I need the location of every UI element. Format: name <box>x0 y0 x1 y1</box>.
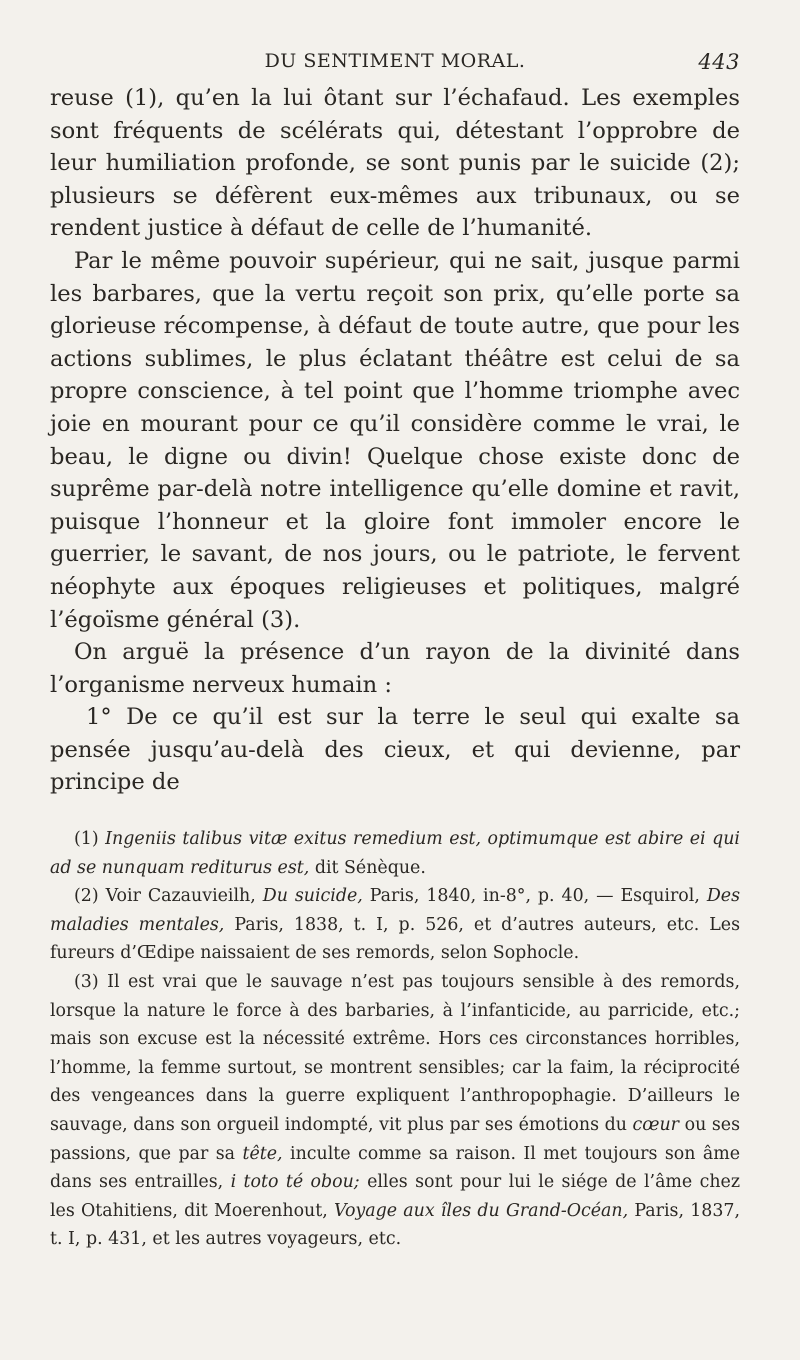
main-text <box>50 82 740 799</box>
running-title: DU SENTIMENT MORAL. <box>264 50 526 72</box>
footnote-1 <box>50 825 740 882</box>
footnote-3 <box>50 968 740 1254</box>
footnote-emphasis: tête, <box>242 1143 283 1164</box>
footnote-text: Paris, 1840, in-8°, p. 40, — Esquirol, <box>369 886 700 907</box>
body-paragraph-1: reuse (1), qu’en la lui ôtant sur l’échafaud. Les exemples sont fréquents de scélérats qui, détestant l’opprobre de leur humiliation profonde, se sont punis par le suicide (2); plusieurs se défèrent eux-mêmes aux tribunaux, ou se rendent justice à défaut de celle de l’humanité. <box>50 85 740 242</box>
footnote-book-title: Des maladies mentales, <box>50 886 740 935</box>
page-number: 443 <box>698 50 740 74</box>
footnote-text: ou ses passions, que par sa <box>50 1115 740 1164</box>
footnote-tahitian-phrase: i toto té obou; <box>230 1172 360 1193</box>
footnotes <box>50 825 740 1254</box>
footnote-text: inculte comme sa raison. Il met toujours son âme dans ses entrailles, <box>50 1143 741 1193</box>
footnote-marker: (1) <box>74 829 99 850</box>
running-head <box>50 46 740 82</box>
footnote-book-title: Voyage aux îles du Grand-Océan, <box>334 1200 629 1221</box>
footnote-marker: (2) <box>74 886 99 907</box>
footnote-text: elles sont pour lui le siége de l’âme chez les Otahitiens, dit Moerenhout, <box>50 1172 741 1221</box>
footnote-text: Paris, 1837, t. I, p. 431, et les autres voyageurs, etc. <box>50 1200 741 1250</box>
footnote-2 <box>50 882 740 968</box>
footnote-book-title: Du suicide, <box>262 886 363 907</box>
footnote-text: dit Sénèque. <box>314 857 426 878</box>
footnote-text: Il est vrai que le sauvage n’est pas toujours sensible à des remords, lorsque la nature le force à des barbaries, à l’infanticide, au parricide, etc.; mais son excuse est la nécessité extrême. Hors ces circonstances horribles, l’homme, la femme surtout, se montrent sensibles; car la faim, la réciprocité des vengeances dans la guerre expliquent l’anthropophagie. D’ailleurs le sauvage, dans son orgueil indompté, vit plus par ses émotions du <box>50 972 740 1135</box>
footnote-text: Voir Cazauvieilh, <box>105 886 256 907</box>
body-paragraph-4: 1° De ce qu’il est sur la terre le seul qui exalte sa pensée jusqu’au-delà des cieux, et qui devienne, par principe de <box>50 704 740 796</box>
body-paragraph-2: Par le même pouvoir supérieur, qui ne sait, jusque parmi les barbares, que la vertu reçoit son prix, qu’elle porte sa glorieuse récompense, à défaut de toute autre, que pour les actions sublimes, le plus éclatant théâtre est celui de sa propre conscience, à tel point que l’homme triomphe avec joie en mourant pour ce qu’il considère comme le vrai, le beau, le digne ou divin! Quelque chose existe donc de suprême par-delà notre intelligence qu’elle domine et ravit, puisque l’honneur et la gloire font immoler encore le guerrier, le savant, de nos jours, ou le patriote, le fervent néophyte aux époques religieuses et politiques, malgré l’égoïsme général (3). <box>50 247 740 633</box>
footnote-text: Paris, 1838, t. I, p. 526, et d’autres auteurs, etc. Les fureurs d’Œdipe naissaient de ses remords, selon Sophocle. <box>50 914 740 964</box>
footnote-emphasis: cœur <box>632 1115 679 1135</box>
footnote-marker: (3) <box>74 972 99 993</box>
footnote-latin-quote: Ingeniis talibus vitæ exitus remedium est, optimumque est abire ei qui ad se nunquam rediturus est, <box>50 829 740 878</box>
body-paragraph-3: On arguë la présence d’un rayon de la divinité dans l’organisme nerveux humain : <box>50 639 740 698</box>
